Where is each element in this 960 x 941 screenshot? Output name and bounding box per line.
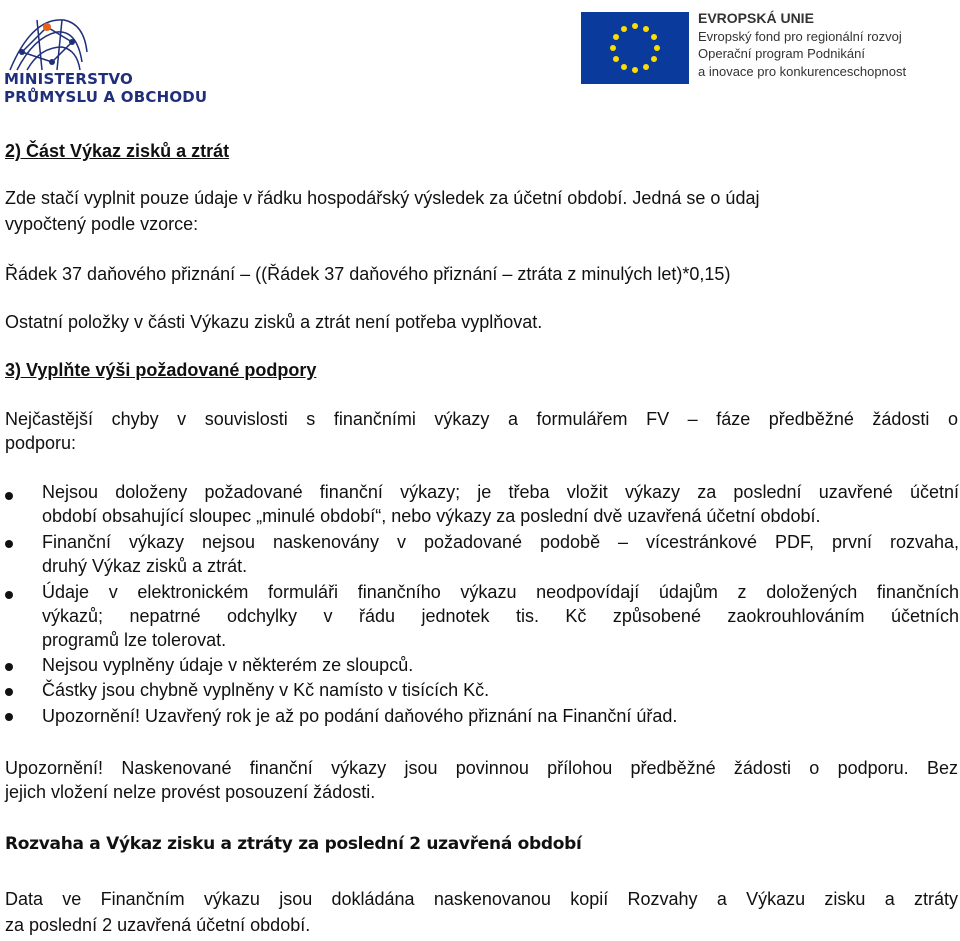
- section-3-intro-line-2: podporu:: [5, 433, 77, 453]
- section-2-para-line-2: vypočtený podle vzorce:: [5, 214, 199, 234]
- list-item-line: období obsahující sloupec „minulé období“, nebo výkazy za poslední dvě uzavřená účetní období.: [42, 506, 821, 526]
- section-2-note: Ostatní položky v části Výkazu zisků a ztrát není potřeba vyplňovat.: [5, 312, 543, 332]
- eu-title: EVROPSKÁ UNIE: [698, 10, 814, 26]
- list-item-line: Částky jsou chybně vyplněny v Kč namísto v tisících Kč.: [42, 680, 490, 700]
- section-2-para-line-1: Zde stačí vyplnit pouze údaje v řádku hospodářský výsledek za účetní období. Jedná se o údaj: [5, 188, 760, 208]
- page-header: [0, 0, 960, 120]
- ministry-logo-line-2: PRŮMYSLU A OBCHODU: [4, 88, 208, 106]
- warning-line-2: jejich vložení nelze provést posouzení žádosti.: [5, 782, 376, 802]
- statements-heading: Rozvaha a Výkaz zisku a ztráty za poslední 2 uzavřená období: [5, 834, 582, 854]
- list-item-line: Nejsou doloženy požadované finanční výkazy; je třeba vložit výkazy za poslední uzavřené účetní: [42, 482, 959, 502]
- list-item-line: Nejsou vyplněny údaje v některém ze sloupců.: [42, 655, 414, 675]
- section-2-heading: 2) Část Výkaz zisků a ztrát: [5, 141, 230, 161]
- bullet-icon: [5, 688, 13, 696]
- eu-line-1: Evropský fond pro regionální rozvoj: [698, 28, 902, 44]
- eu-flag-icon: [581, 12, 689, 84]
- bullet-icon: [5, 591, 13, 599]
- statements-para-line-1: Data ve Finančním výkazu jsou dokládána naskenovanou kopií Rozvahy a Výkazu zisku a ztráty: [5, 889, 958, 909]
- statements-para-line-2: za poslední 2 uzavřená účetní období.: [5, 915, 311, 935]
- ministry-logo-line-1: MINISTERSTVO: [4, 70, 134, 88]
- list-item-line: druhý Výkaz zisků a ztrát.: [42, 556, 248, 576]
- bullet-icon: [5, 713, 13, 721]
- section-3-heading: 3) Vyplňte výši požadované podpory: [5, 360, 317, 380]
- list-item-line: Finanční výkazy nejsou naskenovány v požadované podobě – vícestránkové PDF, první rozvaha,: [42, 532, 959, 552]
- section-3-intro-line-1: Nejčastější chyby v souvislosti s finančními výkazy a formulářem FV – fáze předběžné žádosti o: [5, 409, 958, 429]
- eu-line-2: Operační program Podnikání: [698, 46, 865, 61]
- bullet-icon: [5, 540, 13, 548]
- list-item-line: výkazů; nepatrné odchylky v řádu jednotek tis. Kč způsobené zaokrouhlováním účetních: [42, 606, 959, 626]
- bullet-icon: [5, 663, 13, 671]
- list-item-line: programů lze tolerovat.: [42, 630, 227, 650]
- warning-line-1: Upozornění! Naskenované finanční výkazy jsou povinnou přílohou předběžné žádosti o podporu. Bez: [5, 758, 958, 778]
- eu-line-3: a inovace pro konkurenceschopnost: [698, 63, 907, 79]
- globe-icon: [2, 12, 182, 72]
- bullet-icon: [5, 492, 13, 500]
- ministry-logo-text: [4, 70, 207, 106]
- list-item-line: Upozornění! Uzavřený rok je až po podání daňového přiznání na Finanční úřad.: [42, 706, 678, 726]
- list-item-line: Údaje v elektronickém formuláři finančního výkazu neodpovídají údajům z doložených finančních: [42, 582, 959, 602]
- formula-text: Řádek 37 daňového přiznání – ((Řádek 37 daňového přiznání – ztráta z minulých let)*0,15): [5, 264, 731, 284]
- eu-program-text: [698, 10, 906, 80]
